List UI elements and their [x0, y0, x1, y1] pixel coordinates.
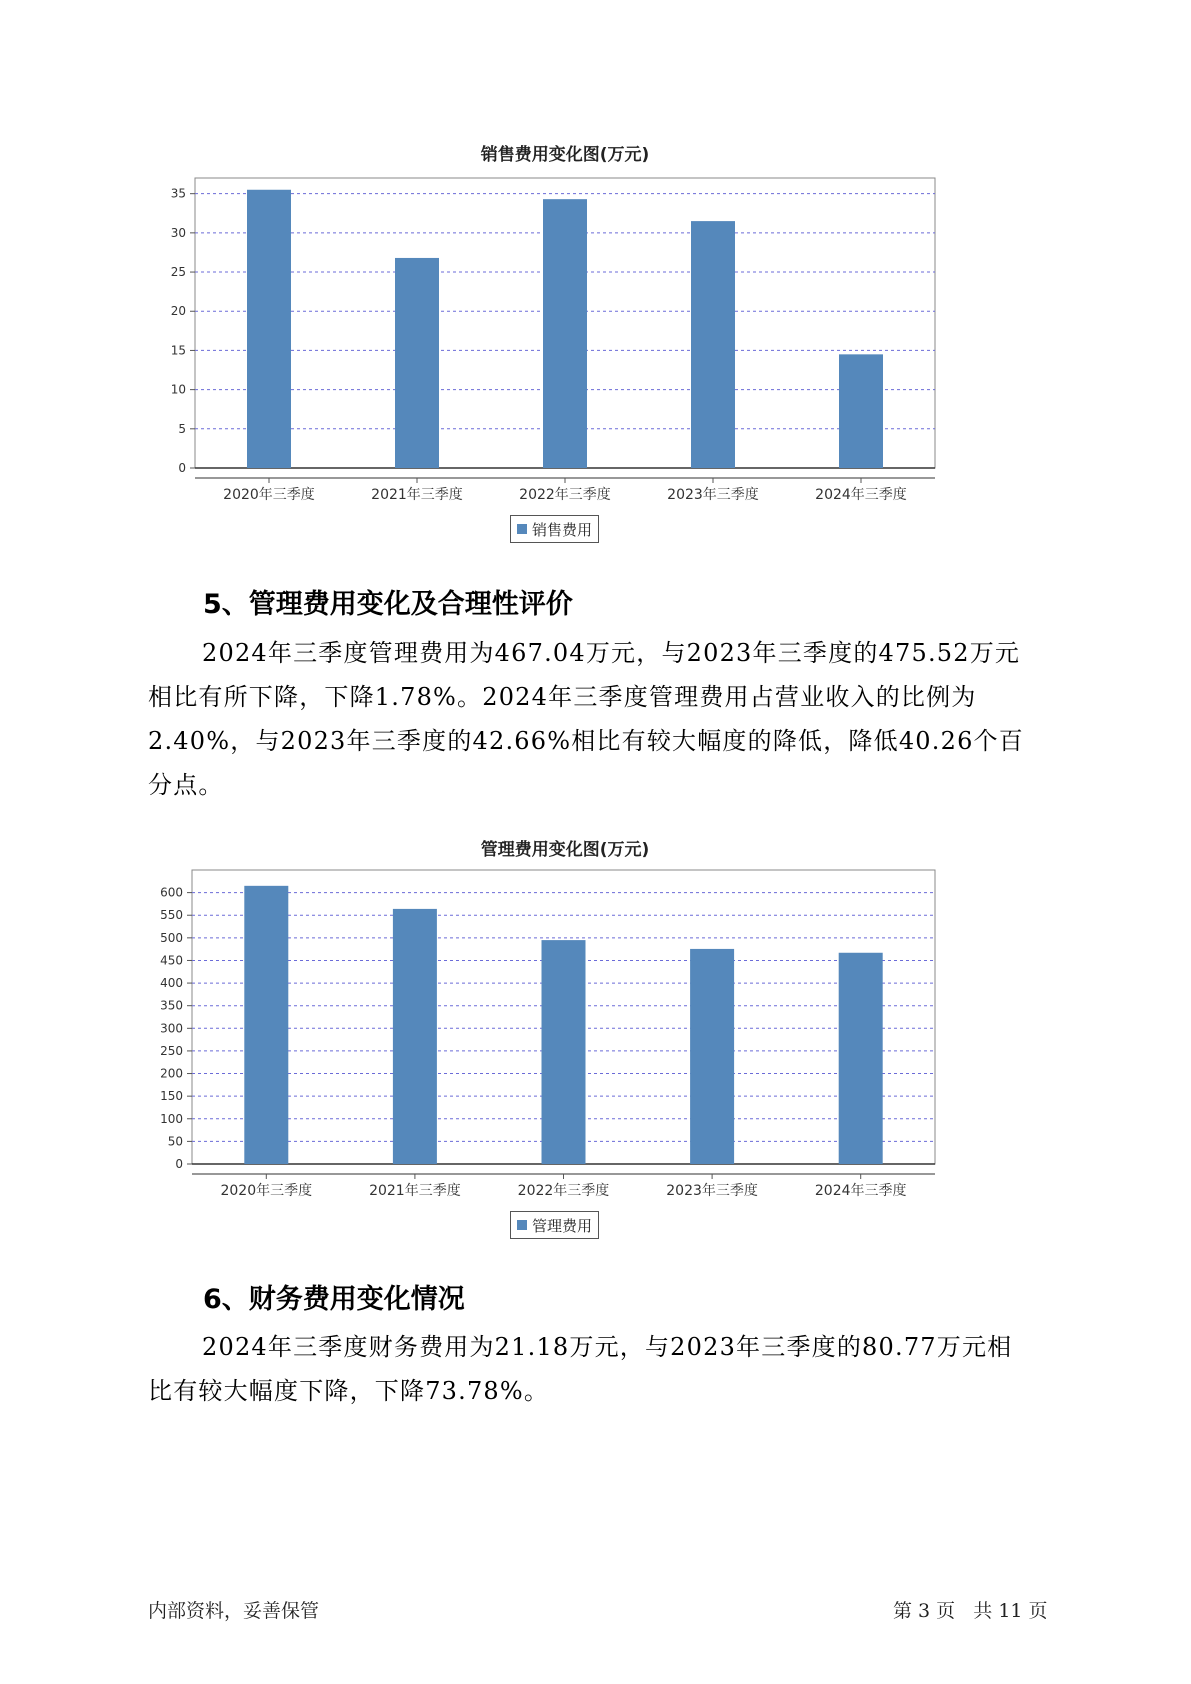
x-tick-label: 2020年三季度	[220, 1183, 313, 1199]
y-tick-label: 400	[160, 976, 183, 991]
paragraph-line: 分点。	[148, 771, 224, 799]
legend-label: 管理费用	[532, 1216, 593, 1235]
sales-chart-title: 销售费用变化图(万元)	[480, 145, 650, 165]
bar	[393, 909, 437, 1164]
y-tick-label: 20	[170, 304, 186, 319]
x-tick-label: 2020年三季度	[223, 487, 315, 503]
y-tick-label: 200	[160, 1066, 183, 1081]
y-tick-label: 550	[160, 908, 183, 923]
x-tick-label: 2024年三季度	[815, 487, 907, 503]
paragraph-line: 2024年三季度管理费用为467.04万元，与2023年三季度的475.52万元	[202, 639, 1021, 667]
bar	[839, 953, 883, 1164]
legend-swatch	[517, 1220, 527, 1230]
y-tick-label: 0	[175, 1157, 183, 1171]
x-tick-label: 2022年三季度	[519, 487, 611, 503]
y-tick-label: 450	[160, 953, 183, 968]
y-tick-label: 300	[160, 1021, 183, 1036]
y-tick-label: 10	[170, 382, 186, 397]
y-tick-label: 35	[170, 186, 186, 201]
legend-label: 销售费用	[532, 520, 593, 539]
bar	[542, 940, 586, 1164]
y-tick-label: 15	[170, 343, 186, 358]
y-tick-label: 150	[160, 1089, 183, 1104]
y-tick-label: 350	[160, 998, 183, 1013]
section6-paragraph	[148, 1325, 1048, 1413]
x-tick-label: 2023年三季度	[666, 1183, 758, 1199]
admin-chart-title: 管理费用变化图(万元)	[480, 840, 650, 860]
section5-heading: 5、管理费用变化及合理性评价	[203, 589, 573, 620]
paragraph-line: 比有较大幅度下降，下降73.78%。	[148, 1377, 550, 1405]
y-tick-label: 30	[170, 225, 186, 240]
x-tick-label: 2022年三季度	[517, 1183, 610, 1199]
bar	[690, 949, 734, 1164]
y-tick-label: 250	[160, 1043, 183, 1058]
y-tick-label: 50	[167, 1134, 183, 1149]
footer-confidential: 内部资料，妥善保管	[148, 1600, 320, 1622]
y-tick-label: 25	[170, 265, 186, 280]
x-tick-label: 2021年三季度	[369, 1183, 461, 1199]
paragraph-line: 2.40%，与2023年三季度的42.66%相比有较大幅度的降低，降低40.26个百	[148, 727, 1024, 755]
y-tick-label: 500	[160, 930, 183, 945]
admin-chart-legend	[510, 1211, 599, 1239]
x-tick-label: 2023年三季度	[667, 487, 759, 503]
x-tick-label: 2024年三季度	[814, 1183, 907, 1199]
footer-page-number: 第 3 页 共 11 页	[893, 1600, 1048, 1622]
paragraph-line: 2024年三季度财务费用为21.18万元，与2023年三季度的80.77万元相	[202, 1333, 1013, 1361]
y-tick-label: 100	[160, 1111, 183, 1126]
y-tick-label: 0	[178, 461, 186, 475]
y-tick-label: 600	[160, 885, 183, 900]
section6-heading: 6、财务费用变化情况	[203, 1284, 465, 1315]
y-tick-label: 5	[178, 421, 186, 436]
paragraph-line: 相比有所下降，下降1.78%。2024年三季度管理费用占营业收入的比例为	[148, 683, 977, 711]
x-tick-label: 2021年三季度	[371, 487, 463, 503]
bar	[244, 886, 288, 1164]
